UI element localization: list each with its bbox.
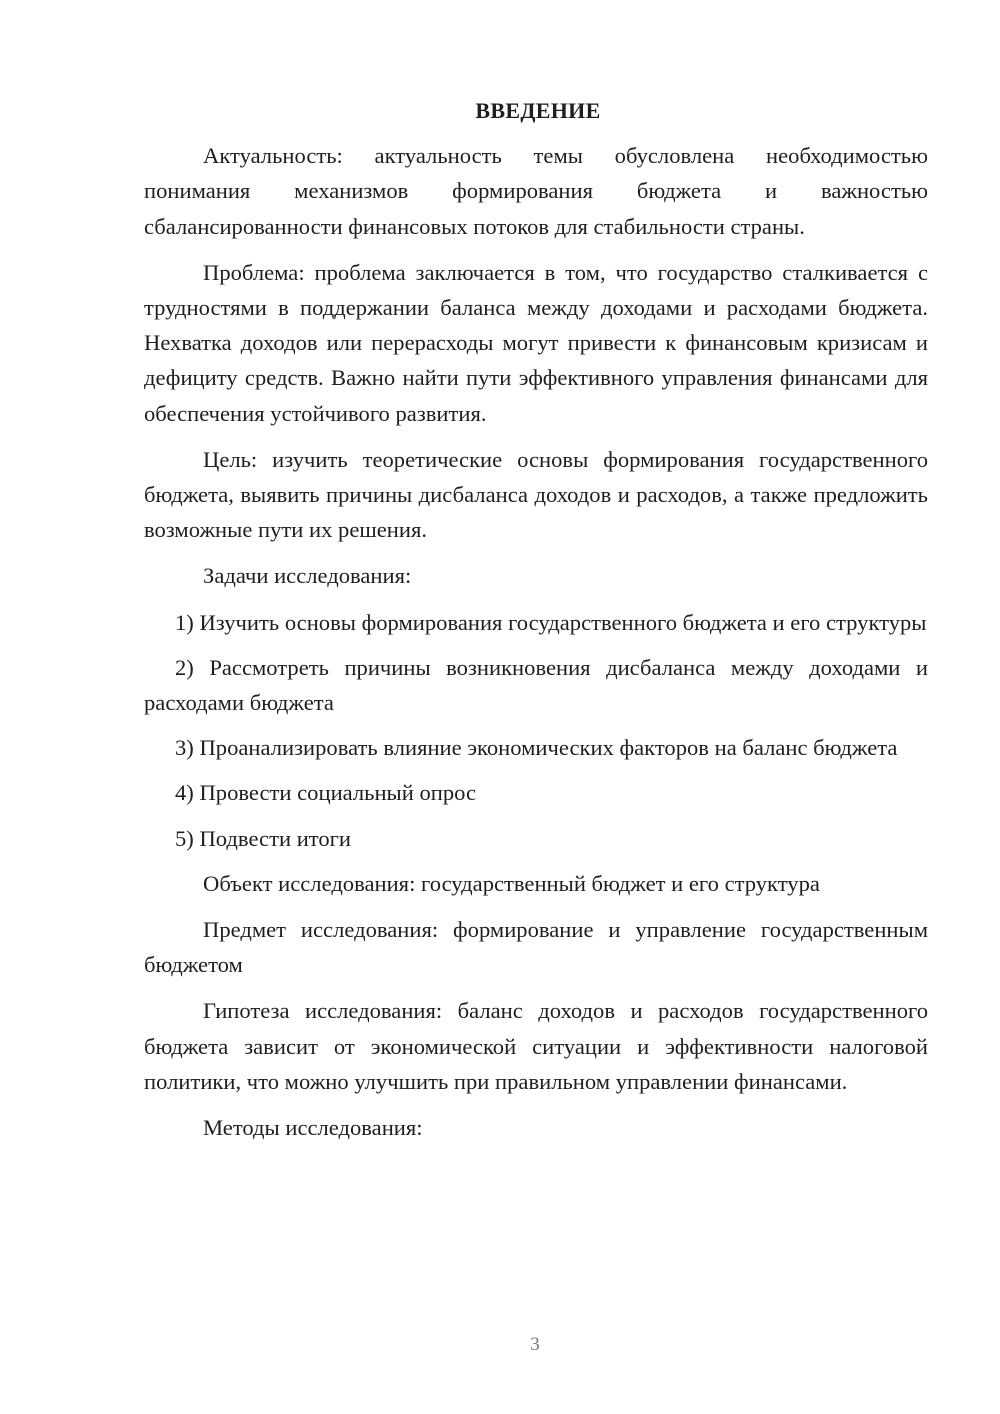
paragraph-subject: Предмет исследования: формирование и управление государственным бюджетом xyxy=(144,917,928,978)
paragraph-tasks-heading: Задачи исследования: xyxy=(203,563,412,589)
page-title: ВВЕДЕНИЕ xyxy=(475,98,601,123)
document-body xyxy=(144,93,928,1156)
paragraph-methods: Методы исследования: xyxy=(203,1115,423,1141)
paragraph-object: Объект исследования: государственный бюджет и его структура xyxy=(203,870,820,896)
paragraph-goal: Цель: изучить теоретические основы формирования государственного бюджета, выявить причины дисбаланса доходов и расходов, а также предложить возможные пути их решения. xyxy=(144,446,928,543)
paragraph-hypothesis: Гипотеза исследования: баланс доходов и расходов государственного бюджета зависит от экономической ситуации и эффективности налоговой политики, что можно улучшить при правильном управлении финансами. xyxy=(144,998,928,1094)
task-item: 3) Проанализировать влияние экономических факторов на баланс бюджета xyxy=(175,735,898,761)
page-number: 3 xyxy=(530,1334,540,1355)
paragraph-relevance: Актуальность: актуальность темы обусловлена необходимостью понимания механизмов формирования бюджета и важностью сбалансированности финансовых потоков для стабильности страны. xyxy=(144,143,928,239)
paragraph-problem: Проблема: проблема заключается в том, что государство сталкивается с трудностями в поддержании баланса между доходами и расходами бюджета. Нехватка доходов или перерасходы могут привести к финансовым кризисам и дефициту средств. Важно найти пути эффективного управления финансами для обеспечения устойчивого развития. xyxy=(144,259,928,426)
task-item: 2) Рассмотреть причины возникновения дисбаланса между доходами и расходами бюджета xyxy=(144,654,928,716)
task-item: 1) Изучить основы формирования государственного бюджета и его структуры xyxy=(175,609,927,635)
task-item: 4) Провести социальный опрос xyxy=(175,780,477,806)
task-item: 5) Подвести итоги xyxy=(175,825,352,851)
